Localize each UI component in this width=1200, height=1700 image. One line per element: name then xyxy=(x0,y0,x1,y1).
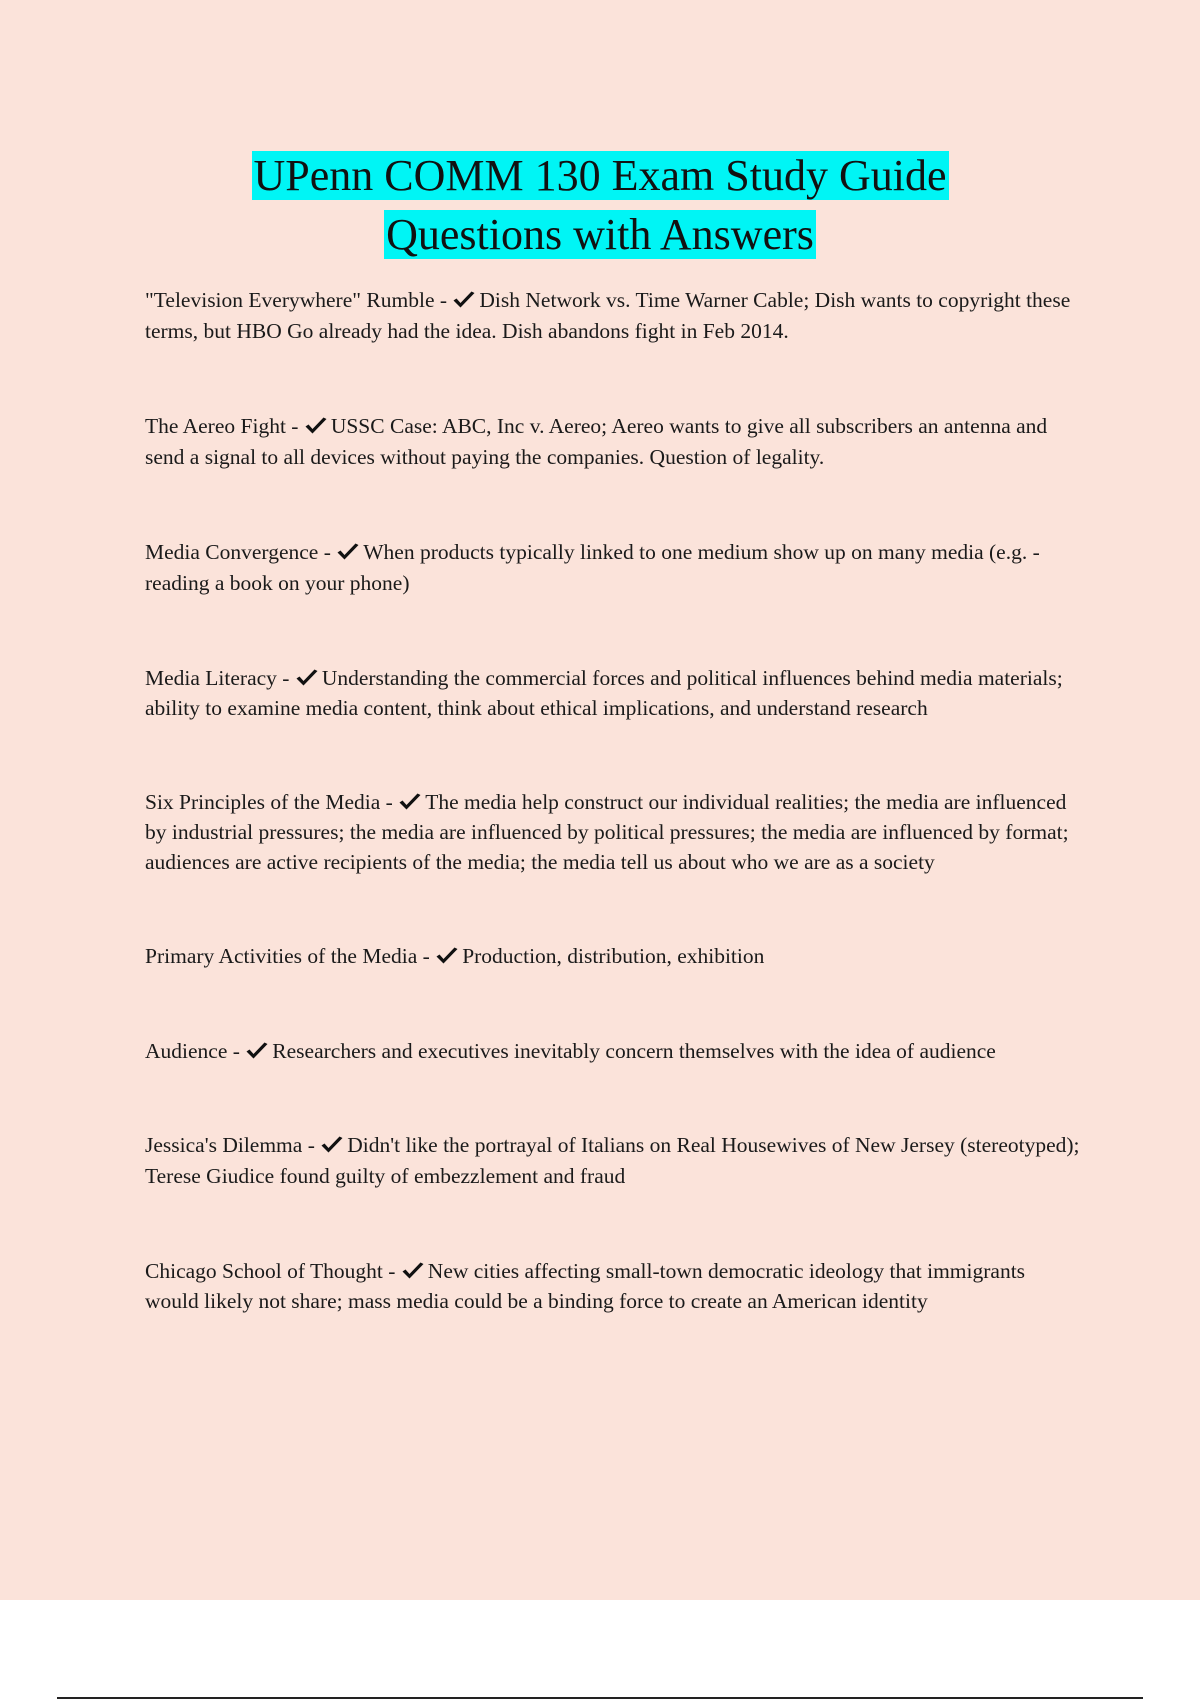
entry-term: Media Convergence - xyxy=(145,540,337,564)
qa-entry xyxy=(145,663,1080,723)
check-mark-icon xyxy=(336,543,360,561)
check-mark-icon xyxy=(398,793,422,811)
check-mark-icon xyxy=(304,417,328,435)
qa-entry xyxy=(145,411,1080,473)
entry-answer: Understanding the commercial forces and political influences behind media materials; ability to examine media content, think about ethical implications, and understand research xyxy=(145,666,1063,720)
entry-answer: USSC Case: ABC, Inc v. Aereo; Aereo wants to give all subscribers an antenna and send a signal to all devices without paying the companies. Question of legality. xyxy=(145,414,1048,469)
check-mark-icon xyxy=(320,1136,344,1154)
qa-entry xyxy=(145,1256,1080,1316)
qa-entry xyxy=(145,1036,1080,1066)
footer-divider xyxy=(57,1697,1143,1699)
qa-list xyxy=(145,285,1080,1316)
entry-answer: New cities affecting small-town democratic ideology that immigrants would likely not share; mass media could be a binding force to create an American identity xyxy=(145,1259,1026,1313)
qa-entry xyxy=(145,285,1080,347)
entry-term: "Television Everywhere" Rumble - xyxy=(145,288,453,312)
entry-answer: Dish Network vs. Time Warner Cable; Dish wants to copyright these terms, but HBO Go already had the idea. Dish abandons fight in Feb 2014. xyxy=(145,288,1071,343)
entry-term: Media Literacy - xyxy=(145,666,295,690)
entry-answer: Didn't like the portrayal of Italians on Real Housewives of New Jersey (stereotyped); Terese Giudice found guilty of embezzlement and fraud xyxy=(145,1133,1080,1188)
check-mark-icon xyxy=(245,1042,269,1060)
entry-answer: Researchers and executives inevitably concern themselves with the idea of audience xyxy=(272,1039,996,1063)
entry-answer: The media help construct our individual realities; the media are influenced by industrial pressures; the media are influenced by political pressures; the media are influenced by format; audiences are active recipients of the media; the media tell us about who we are as a society xyxy=(145,790,1069,874)
entry-term: Six Principles of the Media - xyxy=(145,790,399,814)
title-line-2: Questions with Answers xyxy=(386,210,814,259)
entry-answer: Production, distribution, exhibition xyxy=(462,944,765,968)
qa-entry xyxy=(145,941,1080,972)
entry-term: Jessica's Dilemma - xyxy=(145,1133,321,1157)
entry-term: Audience - xyxy=(145,1039,246,1063)
qa-entry xyxy=(145,1130,1080,1192)
qa-entry xyxy=(145,537,1080,599)
title-line-1: UPenn COMM 130 Exam Study Guide xyxy=(253,151,947,200)
entry-term: The Aereo Fight - xyxy=(145,414,304,438)
qa-entry xyxy=(145,787,1080,877)
check-mark-icon xyxy=(295,669,319,687)
entry-term: Chicago School of Thought - xyxy=(145,1259,401,1283)
entry-term: Primary Activities of the Media - xyxy=(145,944,436,968)
entry-answer: When products typically linked to one medium show up on many media (e.g. - reading a book on your phone) xyxy=(145,540,1040,595)
check-mark-icon xyxy=(452,291,476,309)
check-mark-icon xyxy=(435,947,459,965)
check-mark-icon xyxy=(401,1262,425,1280)
page-title xyxy=(0,146,1200,264)
